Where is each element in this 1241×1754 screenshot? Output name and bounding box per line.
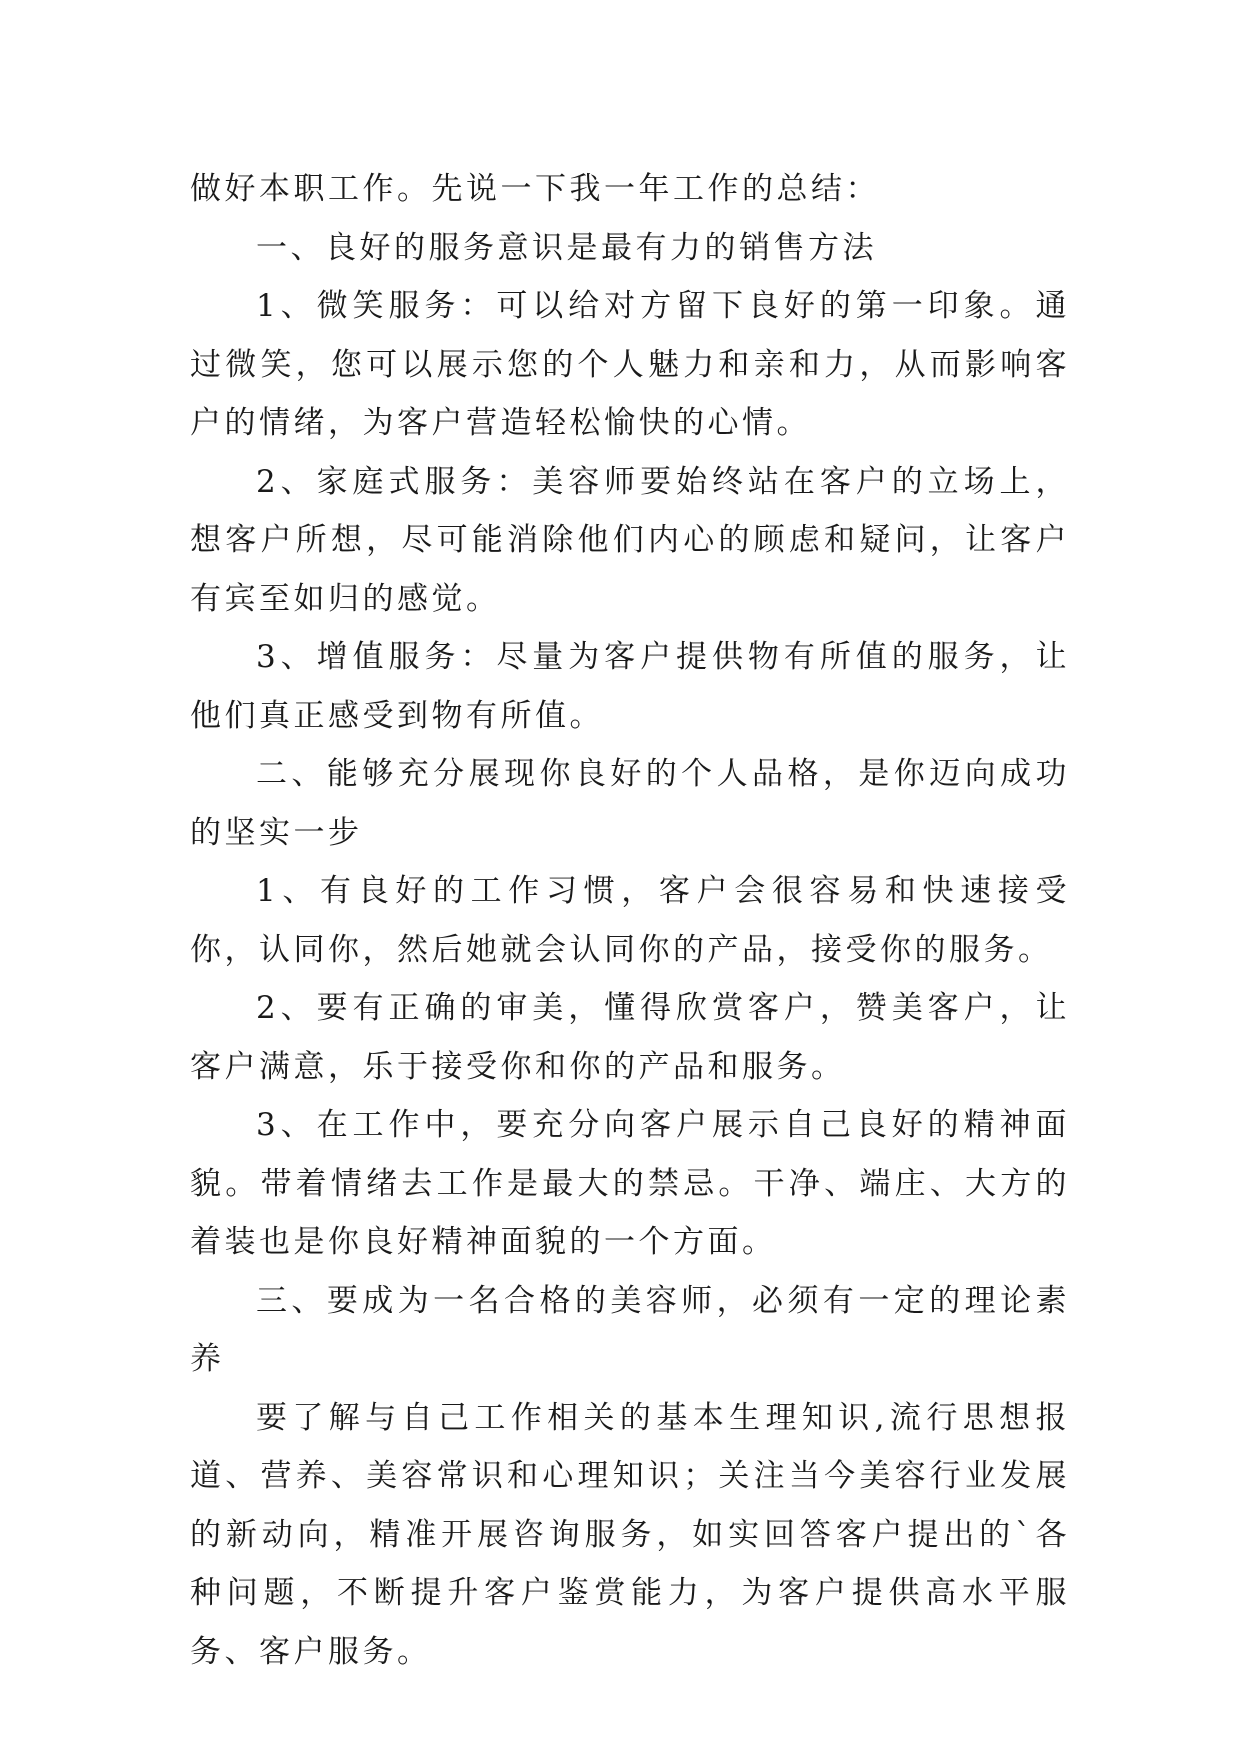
paragraph-value-added-service: 3、增值服务：尽量为客户提供物有所值的服务，让他们真正感受到物有所值。 — [190, 639, 1070, 734]
paragraph-work-habits: 1、有良好的工作习惯，客户会很容易和快速接受你，认同你，然后她就会认同你的产品，接受你的服务。 — [190, 873, 1070, 968]
paragraph-theory: 要了解与自己工作相关的基本生理知识,流行思想报道、营养、美容常识和心理知识；关注当今美容行业发展的新动向，精准开展咨询服务，如实回答客户提出的`各种问题，不断提升客户鉴赏能力，为客户提供高水平服务、客户服务。 — [190, 1399, 1070, 1670]
heading-section-2: 二、能够充分展现你良好的个人品格，是你迈向成功的坚实一步 — [190, 756, 1070, 851]
paragraph-family-service: 2、家庭式服务：美容师要始终站在客户的立场上，想客户所想，尽可能消除他们内心的顾虑和疑问，让客户有宾至如归的感觉。 — [190, 463, 1070, 617]
paragraph-spirit: 3、在工作中，要充分向客户展示自己良好的精神面貌。带着情绪去工作是最大的禁忌。干净、端庄、大方的着装也是你良好精神面貌的一个方面。 — [190, 1107, 1070, 1260]
document-body — [190, 160, 1070, 1681]
heading-section-1: 一、良好的服务意识是最有力的销售方法 — [256, 229, 877, 266]
paragraph-smile-service: 1、微笑服务：可以给对方留下良好的第一印象。通过微笑，您可以展示您的个人魅力和亲和力，从而影响客户的情绪，为客户营造轻松愉快的心情。 — [190, 288, 1070, 441]
paragraph-intro: 做好本职工作。先说一下我一年工作的总结： — [190, 171, 880, 207]
paragraph-aesthetics: 2、要有正确的审美，懂得欣赏客户，赞美客户，让客户满意，乐于接受你和你的产品和服务。 — [190, 990, 1070, 1085]
heading-section-3: 三、要成为一名合格的美容师，必须有一定的理论素养 — [190, 1282, 1070, 1377]
